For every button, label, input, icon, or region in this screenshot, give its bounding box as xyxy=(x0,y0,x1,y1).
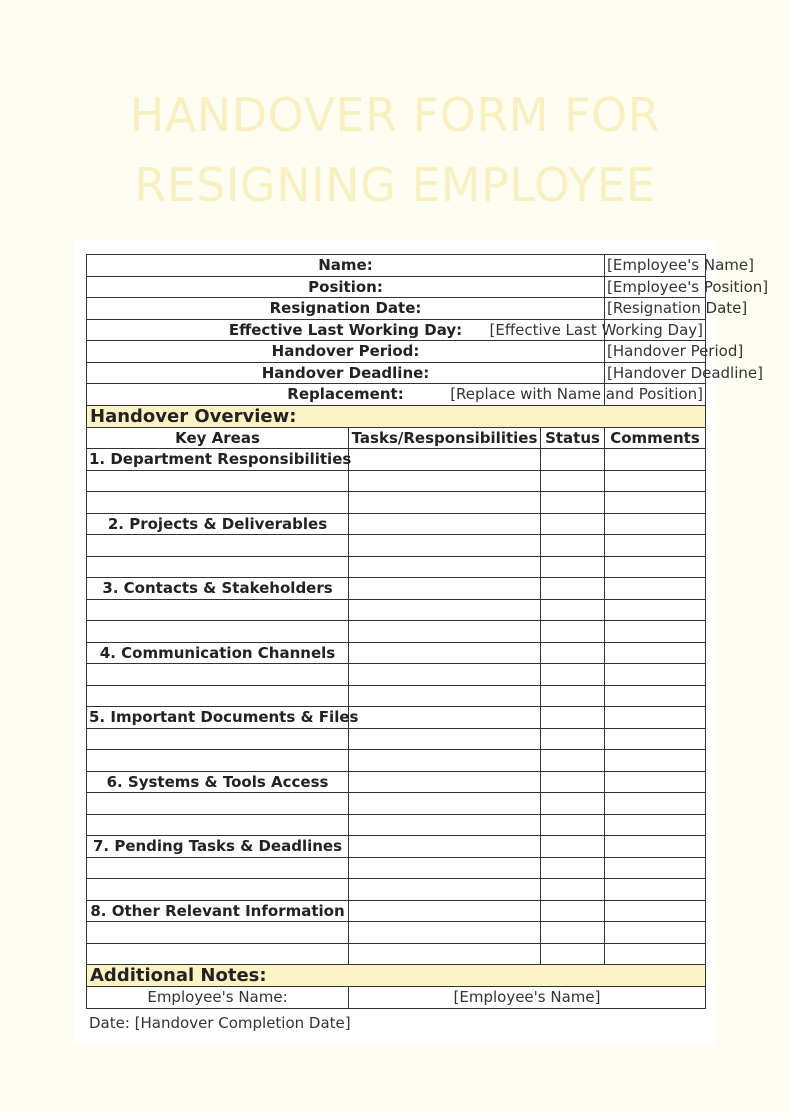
key-area-blank-row xyxy=(87,556,706,578)
info-value[interactable]: [Replace with Name and Position] xyxy=(605,384,706,406)
section-heading: Handover Overview: xyxy=(87,405,706,427)
key-area-blank-row xyxy=(87,599,706,621)
employee-name-value[interactable]: [Employee's Name] xyxy=(349,987,706,1009)
key-area-blank-row xyxy=(87,685,706,707)
comments-cell[interactable] xyxy=(605,449,706,471)
employee-name-label: Employee's Name: xyxy=(87,987,349,1009)
status-cell[interactable] xyxy=(541,685,605,707)
key-area-row xyxy=(87,771,706,793)
status-cell[interactable] xyxy=(541,470,605,492)
comments-cell[interactable] xyxy=(605,814,706,836)
comments-cell[interactable] xyxy=(605,707,706,729)
key-area-row xyxy=(87,707,706,729)
comments-cell[interactable] xyxy=(605,922,706,944)
comments-cell[interactable] xyxy=(605,664,706,686)
tasks-cell[interactable] xyxy=(349,664,541,686)
status-cell[interactable] xyxy=(541,513,605,535)
key-area-blank-row xyxy=(87,879,706,901)
key-area-cell: 3. Contacts & Stakeholders xyxy=(87,578,349,600)
status-cell[interactable] xyxy=(541,922,605,944)
info-value[interactable]: [Effective Last Working Day] xyxy=(605,319,706,341)
key-area-row xyxy=(87,642,706,664)
key-area-cell[interactable] xyxy=(87,943,349,965)
column-header: Comments xyxy=(605,427,706,449)
key-area-cell[interactable] xyxy=(87,728,349,750)
info-label: Position: xyxy=(87,276,605,298)
tasks-cell[interactable] xyxy=(349,642,541,664)
key-area-cell[interactable] xyxy=(87,793,349,815)
status-cell[interactable] xyxy=(541,599,605,621)
employee-name-row xyxy=(87,987,706,1009)
tasks-cell[interactable] xyxy=(349,814,541,836)
key-area-cell: 6. Systems & Tools Access xyxy=(87,771,349,793)
status-cell[interactable] xyxy=(541,449,605,471)
key-area-cell[interactable] xyxy=(87,535,349,557)
key-area-blank-row xyxy=(87,664,706,686)
key-area-blank-row xyxy=(87,535,706,557)
status-cell[interactable] xyxy=(541,879,605,901)
comments-cell[interactable] xyxy=(605,513,706,535)
tasks-cell[interactable] xyxy=(349,879,541,901)
info-label: Replacement: xyxy=(87,384,605,406)
key-area-row xyxy=(87,900,706,922)
info-row-replacement xyxy=(87,384,706,406)
comments-cell[interactable] xyxy=(605,599,706,621)
title-line-2: RESIGNING EMPLOYEE xyxy=(134,158,656,212)
overview-header-row xyxy=(87,427,706,449)
info-label: Name: xyxy=(87,255,605,277)
tasks-cell[interactable] xyxy=(349,513,541,535)
handover-form-table xyxy=(86,254,769,1009)
key-area-cell[interactable] xyxy=(87,750,349,772)
key-area-cell[interactable] xyxy=(87,857,349,879)
tasks-cell[interactable] xyxy=(349,599,541,621)
tasks-cell[interactable] xyxy=(349,556,541,578)
status-cell[interactable] xyxy=(541,535,605,557)
info-label: Handover Deadline: xyxy=(87,362,605,384)
tasks-cell[interactable] xyxy=(349,470,541,492)
key-area-blank-row xyxy=(87,621,706,643)
key-area-cell[interactable] xyxy=(87,470,349,492)
section-additional-notes xyxy=(87,965,706,987)
tasks-cell[interactable] xyxy=(349,707,541,729)
key-area-row xyxy=(87,836,706,858)
tasks-cell[interactable] xyxy=(349,492,541,514)
document-title xyxy=(0,80,790,220)
tasks-cell[interactable] xyxy=(349,836,541,858)
comments-cell[interactable] xyxy=(605,750,706,772)
info-value[interactable]: [Handover Deadline] xyxy=(605,362,706,384)
status-cell[interactable] xyxy=(541,793,605,815)
key-area-cell[interactable] xyxy=(87,556,349,578)
status-cell[interactable] xyxy=(541,728,605,750)
key-area-blank-row xyxy=(87,814,706,836)
key-area-cell[interactable] xyxy=(87,664,349,686)
section-heading: Additional Notes: xyxy=(87,965,706,987)
key-area-cell: 1. Department Responsibilities xyxy=(87,449,349,471)
status-cell[interactable] xyxy=(541,943,605,965)
status-cell[interactable] xyxy=(541,621,605,643)
key-area-cell: 8. Other Relevant Information xyxy=(87,900,349,922)
column-header: Tasks/Responsibilities xyxy=(349,427,541,449)
status-cell[interactable] xyxy=(541,492,605,514)
info-value[interactable]: [Employee's Position] xyxy=(605,276,706,298)
status-cell[interactable] xyxy=(541,642,605,664)
key-area-blank-row xyxy=(87,728,706,750)
tasks-cell[interactable] xyxy=(349,578,541,600)
info-value[interactable]: [Resignation Date] xyxy=(605,298,706,320)
key-area-cell[interactable] xyxy=(87,599,349,621)
key-area-cell: 5. Important Documents & Files xyxy=(87,707,349,729)
key-area-row xyxy=(87,513,706,535)
info-row-last-working-day xyxy=(87,319,706,341)
key-area-blank-row xyxy=(87,750,706,772)
key-areas-body xyxy=(87,449,706,965)
handover-date-line: Date: [Handover Completion Date] xyxy=(89,1014,351,1032)
comments-cell[interactable] xyxy=(605,836,706,858)
info-label: Effective Last Working Day: xyxy=(87,319,605,341)
column-header: Key Areas xyxy=(87,427,349,449)
info-row-handover-deadline xyxy=(87,362,706,384)
key-area-cell: 7. Pending Tasks & Deadlines xyxy=(87,836,349,858)
comments-cell[interactable] xyxy=(605,771,706,793)
info-label: Resignation Date: xyxy=(87,298,605,320)
tasks-cell[interactable] xyxy=(349,685,541,707)
key-area-cell[interactable] xyxy=(87,879,349,901)
key-area-row xyxy=(87,578,706,600)
key-area-blank-row xyxy=(87,492,706,514)
key-area-cell[interactable] xyxy=(87,621,349,643)
section-handover-overview xyxy=(87,405,706,427)
status-cell[interactable] xyxy=(541,578,605,600)
info-value[interactable]: [Employee's Name] xyxy=(605,255,706,277)
comments-cell[interactable] xyxy=(605,621,706,643)
key-area-cell: 2. Projects & Deliverables xyxy=(87,513,349,535)
comments-cell[interactable] xyxy=(605,556,706,578)
key-area-row xyxy=(87,449,706,471)
tasks-cell[interactable] xyxy=(349,793,541,815)
info-row-resignation-date xyxy=(87,298,706,320)
tasks-cell[interactable] xyxy=(349,535,541,557)
key-area-blank-row xyxy=(87,857,706,879)
comments-cell[interactable] xyxy=(605,728,706,750)
tasks-cell[interactable] xyxy=(349,900,541,922)
info-row-handover-period xyxy=(87,341,706,363)
comments-cell[interactable] xyxy=(605,535,706,557)
info-row-name xyxy=(87,255,706,277)
column-header: Status xyxy=(541,427,605,449)
info-label: Handover Period: xyxy=(87,341,605,363)
info-value[interactable]: [Handover Period] xyxy=(605,341,706,363)
tasks-cell[interactable] xyxy=(349,943,541,965)
comments-cell[interactable] xyxy=(605,492,706,514)
key-area-cell[interactable] xyxy=(87,922,349,944)
tasks-cell[interactable] xyxy=(349,449,541,471)
status-cell[interactable] xyxy=(541,857,605,879)
status-cell[interactable] xyxy=(541,836,605,858)
comments-cell[interactable] xyxy=(605,857,706,879)
status-cell[interactable] xyxy=(541,771,605,793)
tasks-cell[interactable] xyxy=(349,771,541,793)
key-area-cell[interactable] xyxy=(87,814,349,836)
comments-cell[interactable] xyxy=(605,470,706,492)
status-cell[interactable] xyxy=(541,556,605,578)
comments-cell[interactable] xyxy=(605,943,706,965)
status-cell[interactable] xyxy=(541,750,605,772)
tasks-cell[interactable] xyxy=(349,922,541,944)
key-area-cell: 4. Communication Channels xyxy=(87,642,349,664)
status-cell[interactable] xyxy=(541,664,605,686)
comments-cell[interactable] xyxy=(605,578,706,600)
status-cell[interactable] xyxy=(541,900,605,922)
tasks-cell[interactable] xyxy=(349,857,541,879)
key-area-blank-row xyxy=(87,922,706,944)
comments-cell[interactable] xyxy=(605,793,706,815)
key-area-blank-row xyxy=(87,793,706,815)
status-cell[interactable] xyxy=(541,814,605,836)
key-area-blank-row xyxy=(87,470,706,492)
tasks-cell[interactable] xyxy=(349,621,541,643)
status-cell[interactable] xyxy=(541,707,605,729)
info-row-position xyxy=(87,276,706,298)
comments-cell[interactable] xyxy=(605,642,706,664)
key-area-cell[interactable] xyxy=(87,685,349,707)
key-area-cell[interactable] xyxy=(87,492,349,514)
key-area-blank-row xyxy=(87,943,706,965)
comments-cell[interactable] xyxy=(605,879,706,901)
tasks-cell[interactable] xyxy=(349,728,541,750)
tasks-cell[interactable] xyxy=(349,750,541,772)
title-line-1: HANDOVER FORM FOR xyxy=(129,88,661,142)
comments-cell[interactable] xyxy=(605,685,706,707)
comments-cell[interactable] xyxy=(605,900,706,922)
